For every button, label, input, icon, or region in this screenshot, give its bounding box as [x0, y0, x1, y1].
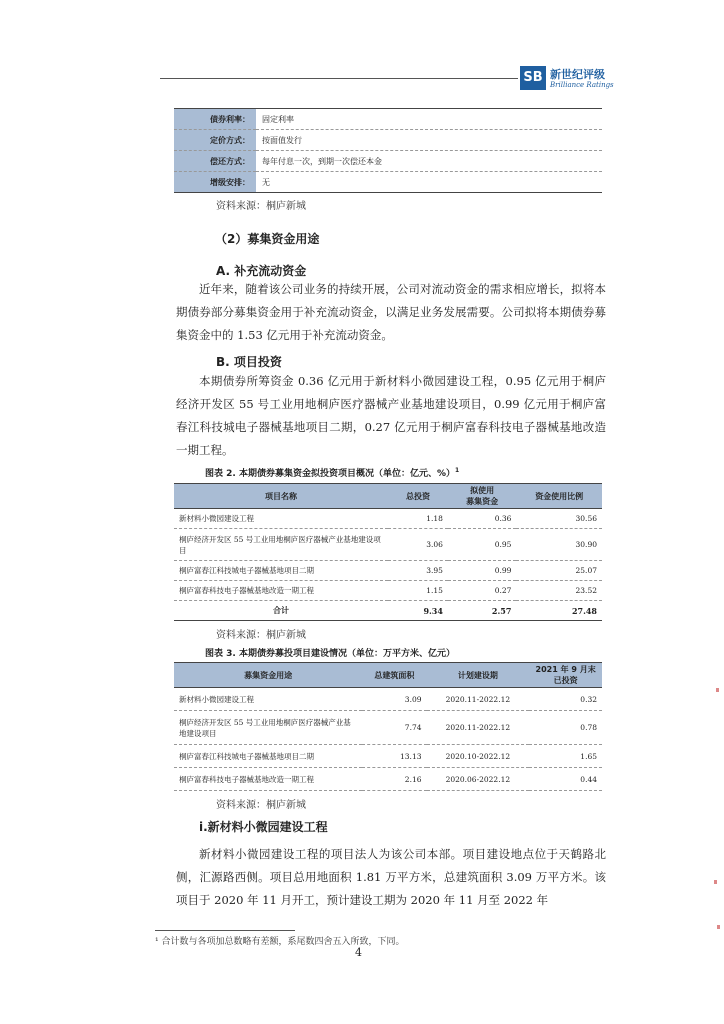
table2-header: 拟使用 募集资金 [448, 484, 516, 509]
table-cell: 2020.06-2022.12 [427, 768, 530, 791]
logo-chinese-name: 新世纪评级 [550, 68, 605, 81]
bond-term-key: 偿还方式： [174, 151, 256, 172]
table-cell: 桐庐富春江科技城电子器械基地项目二期 [174, 745, 362, 768]
bond-term-row [174, 172, 602, 193]
footnote: ¹ 合计数与各项加总数略有差额，系尾数四舍五入所致，下同。 [155, 937, 405, 947]
table-row [174, 711, 602, 745]
table-cell: 27.48 [516, 601, 602, 621]
bond-term-row [174, 130, 602, 151]
paragraph-b: 本期债券所筹资金 0.36 亿元用于新材料小微园建设工程，0.95 亿元用于桐庐经济开发区 55 号工业用地桐庐医疗器械产业基地建设项目，0.99 亿元用于桐庐富春江科技城电子器械基地项目二期，0.27 亿元用于桐庐富春科技电子器械基地改造一期工程。 [176, 374, 606, 457]
table-cell: 9.34 [388, 601, 448, 621]
fund-allocation-table [174, 483, 602, 621]
table-row [174, 581, 602, 601]
table-cell: 3.95 [388, 561, 448, 581]
table-cell: 0.44 [529, 768, 602, 791]
footnote-rule [155, 930, 295, 931]
table-total-row [174, 601, 602, 621]
table3-header: 2021 年 9 月末 已投资 [529, 663, 602, 688]
logo-mark-icon: SB [520, 66, 546, 90]
table-cell: 新材料小微园建设工程 [174, 688, 362, 711]
table2-header: 总投资 [388, 484, 448, 509]
bond-term-key: 债券利率： [174, 109, 256, 130]
table-row [174, 768, 602, 791]
table-cell: 2020.11-2022.12 [427, 711, 530, 745]
table-cell: 桐庐富春科技电子器械基地改造一期工程 [174, 768, 362, 791]
table2-header: 项目名称 [174, 484, 388, 509]
table3-header: 募集资金用途 [174, 663, 362, 688]
section-title: （2）募集资金用途 [215, 232, 320, 246]
table-row [174, 561, 602, 581]
table-cell: 3.09 [362, 688, 426, 711]
table-cell: 30.90 [516, 529, 602, 561]
table-cell: 0.95 [448, 529, 516, 561]
table-cell: 合计 [174, 601, 388, 621]
subheading-i: i.新材料小微园建设工程 [199, 820, 328, 834]
table-cell: 桐庐富春江科技城电子器械基地项目二期 [174, 561, 388, 581]
table-cell: 桐庐经济开发区 55 号工业用地桐庐医疗器械产业基地建设项目 [174, 711, 362, 745]
table2-header: 资金使用比例 [516, 484, 602, 509]
table-cell: 23.52 [516, 581, 602, 601]
scan-mark [714, 880, 717, 884]
table-cell: 新材料小微园建设工程 [174, 509, 388, 529]
table-cell: 1.18 [388, 509, 448, 529]
bond-term-value: 无 [256, 172, 602, 193]
table-cell: 0.36 [448, 509, 516, 529]
table-cell: 2.16 [362, 768, 426, 791]
logo-english-name: Brilliance Ratings [550, 81, 614, 89]
bond-term-value: 按面值发行 [256, 130, 602, 151]
header-rule [160, 78, 518, 79]
project-status-table [174, 662, 602, 791]
table-cell: 0.78 [529, 711, 602, 745]
table2-caption: 图表 2. 本期债券募集资金拟投资项目概况（单位：亿元、%）$^1$ [205, 467, 460, 479]
bond-terms-table [174, 108, 602, 193]
table-row [174, 529, 602, 561]
subheading-b: B. 项目投资 [216, 355, 282, 369]
page-number: 4 [355, 946, 362, 959]
table-cell: 0.27 [448, 581, 516, 601]
bond-term-key: 定价方式： [174, 130, 256, 151]
table-cell: 1.65 [529, 745, 602, 768]
table3-header: 总建筑面积 [362, 663, 426, 688]
table-cell: 13.13 [362, 745, 426, 768]
table3-caption: 图表 3. 本期债券募投项目建设情况（单位：万平方米、亿元） [205, 649, 455, 659]
table-cell: 桐庐富春科技电子器械基地改造一期工程 [174, 581, 388, 601]
scan-mark [716, 688, 719, 692]
table-cell: 2.57 [448, 601, 516, 621]
source-note-3: 资料来源：桐庐新城 [216, 800, 306, 811]
bond-term-value: 每年付息一次，到期一次偿还本金 [256, 151, 602, 172]
bond-term-row [174, 151, 602, 172]
paragraph-i: 新材料小微园建设工程的项目法人为该公司本部。项目建设地点位于天鹤路北侧，汇源路西侧。项目总用地面积 1.81 万平方米，总建筑面积 3.09 万平方米。该项目于 2020 年 11 月开工，预计建设工期为 2020 年 11 月至 2022 年 [176, 847, 606, 907]
company-logo [520, 66, 620, 94]
table-cell: 3.06 [388, 529, 448, 561]
table-row [174, 688, 602, 711]
table-cell: 0.32 [529, 688, 602, 711]
table-cell: 30.56 [516, 509, 602, 529]
table-row [174, 745, 602, 768]
table-cell: 2020.11-2022.12 [427, 688, 530, 711]
paragraph-a: 近年来，随着该公司业务的持续开展，公司对流动资金的需求相应增长，拟将本期债券部分募集资金用于补充流动资金，以满足业务发展需要。公司拟将本期债券募集资金中的 1.53 亿元用于补充流动资金。 [176, 282, 606, 342]
source-note-1: 资料来源：桐庐新城 [216, 201, 306, 212]
source-note-2: 资料来源：桐庐新城 [216, 630, 306, 641]
bond-term-row [174, 109, 602, 130]
table-cell: 2020.10-2022.12 [427, 745, 530, 768]
bond-term-value: 固定利率 [256, 109, 602, 130]
table-cell: 1.15 [388, 581, 448, 601]
table-cell: 25.07 [516, 561, 602, 581]
table-row [174, 509, 602, 529]
table-cell: 0.99 [448, 561, 516, 581]
table3-header: 计划建设期 [427, 663, 530, 688]
subheading-a: A. 补充流动资金 [216, 264, 307, 278]
table-cell: 7.74 [362, 711, 426, 745]
scan-mark [717, 925, 720, 929]
table-cell: 桐庐经济开发区 55 号工业用地桐庐医疗器械产业基地建设项目 [174, 529, 388, 561]
bond-term-key: 增级安排： [174, 172, 256, 193]
